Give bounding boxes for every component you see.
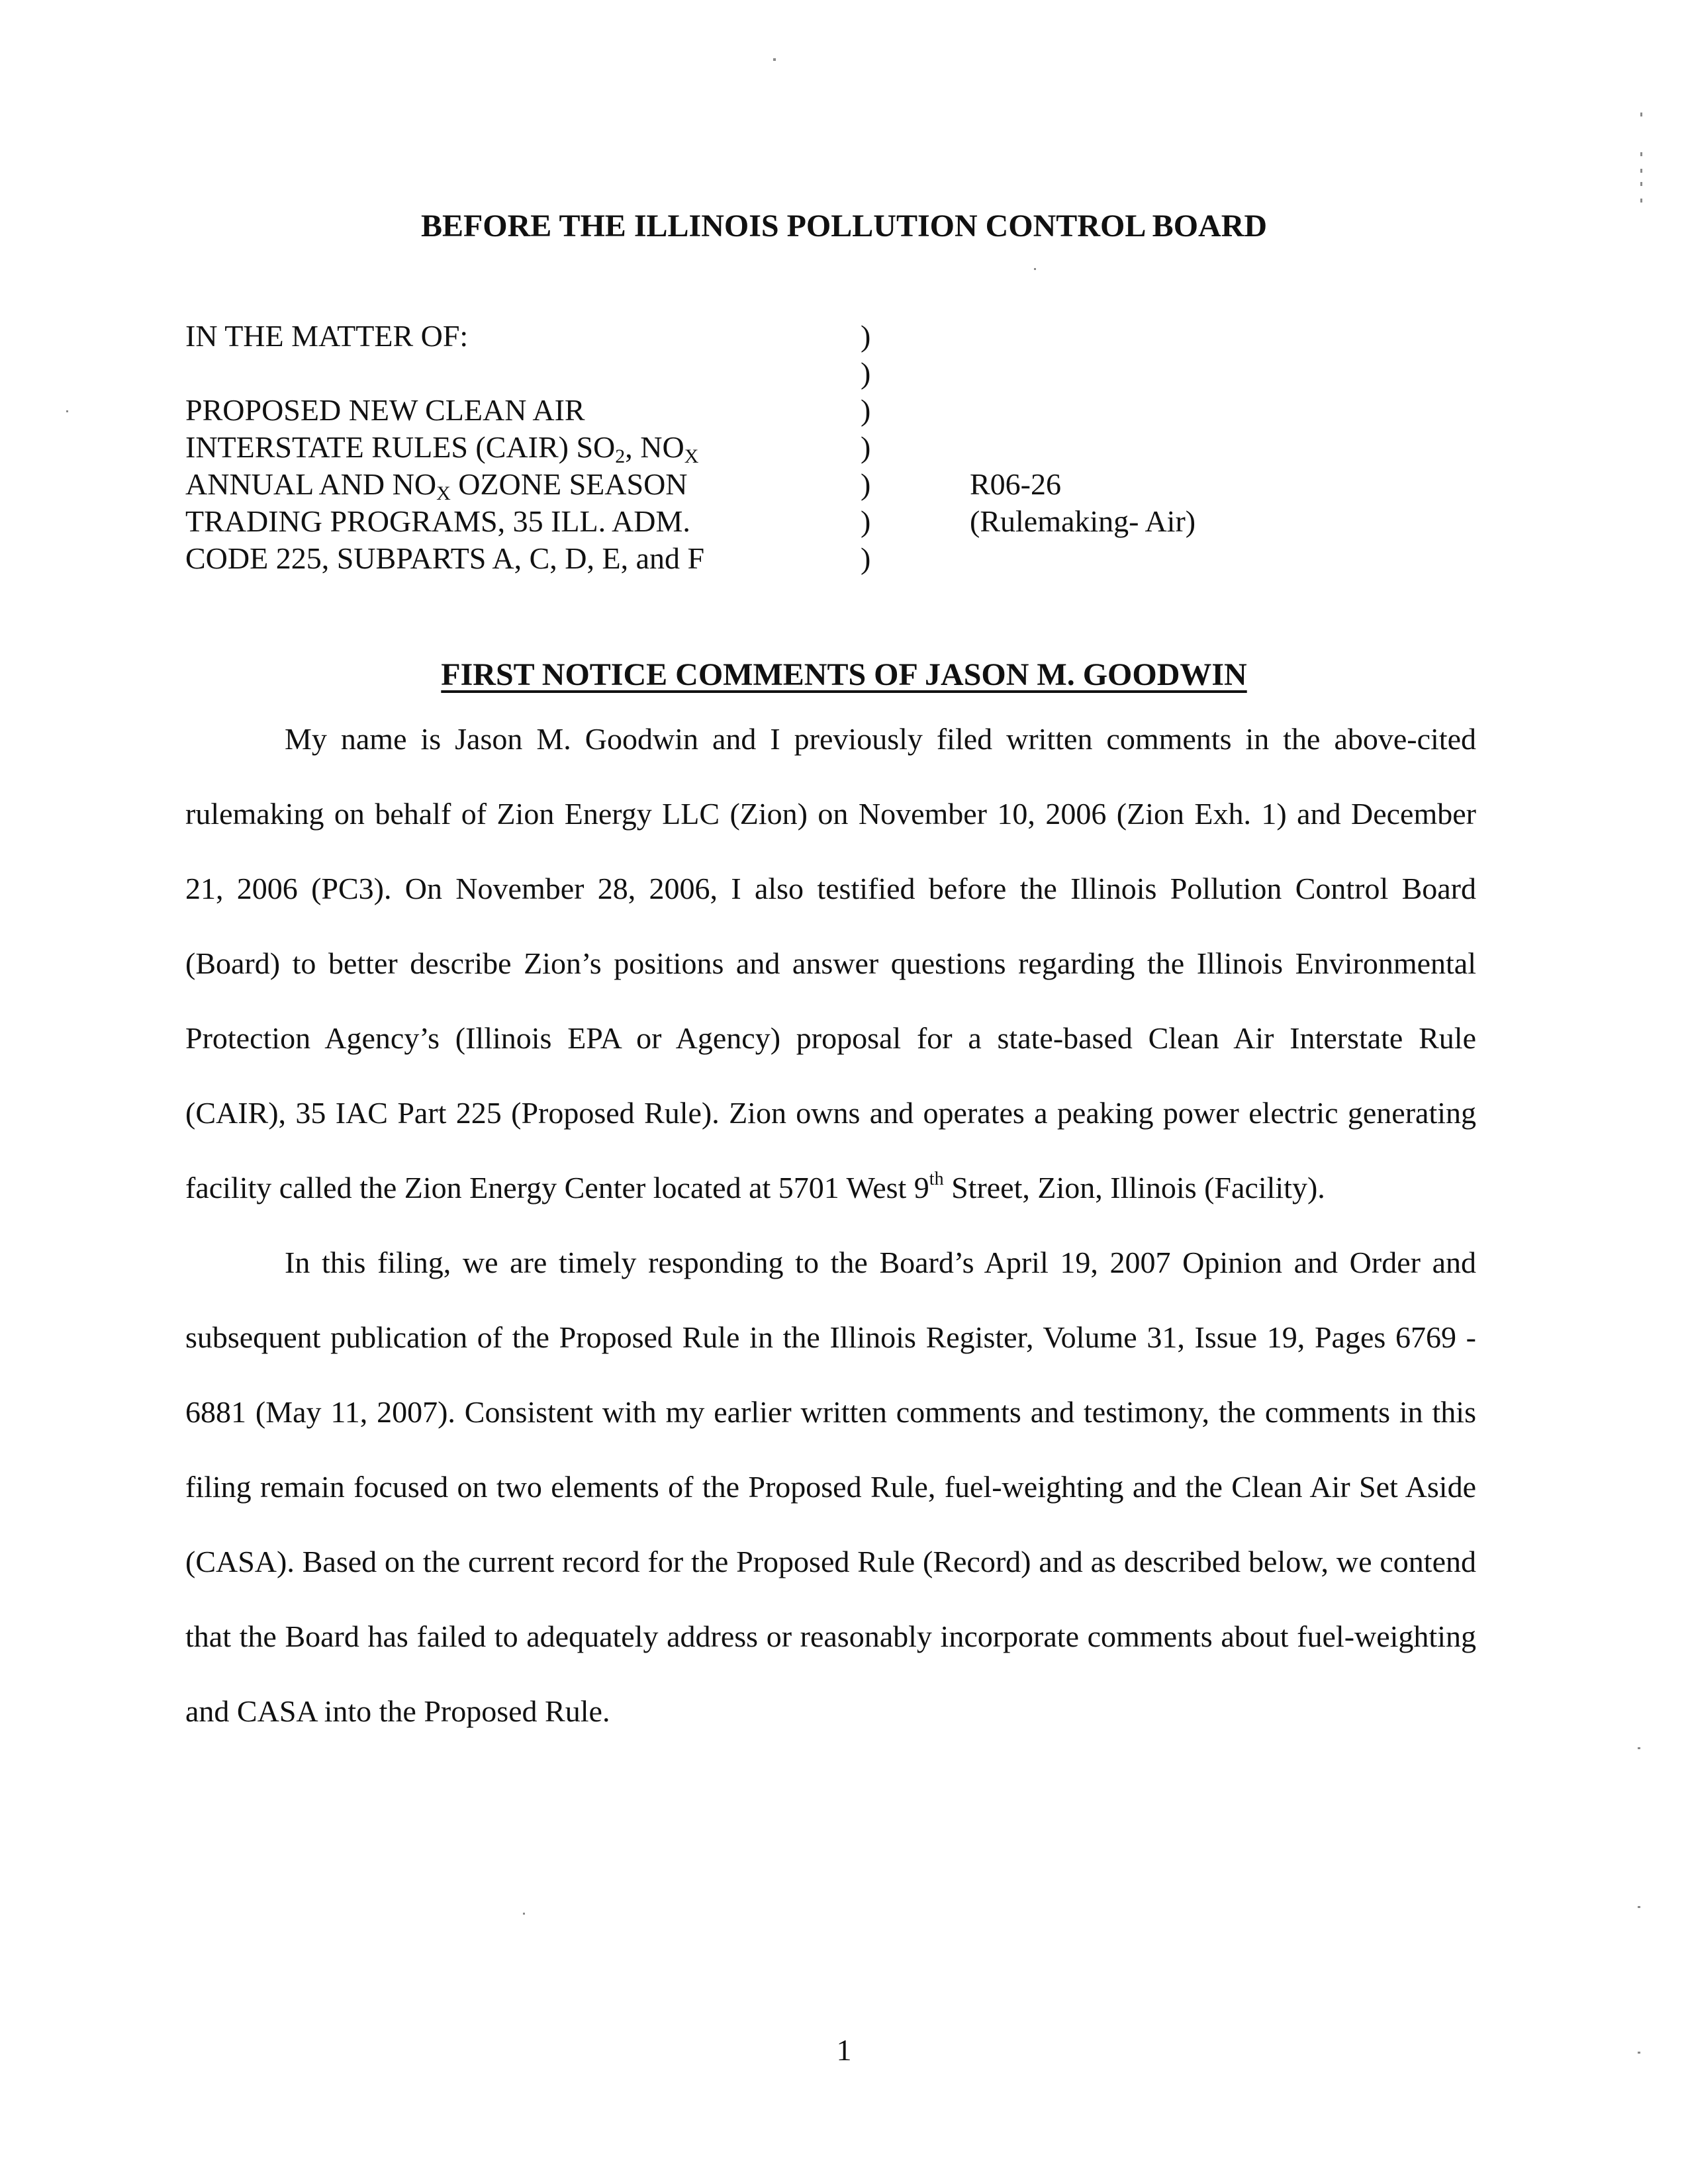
subscript: 2	[615, 445, 626, 467]
paren: )	[861, 541, 871, 575]
scan-speck	[1638, 1906, 1640, 1908]
subscript: X	[436, 482, 451, 504]
paren: )	[861, 393, 871, 427]
proceeding-title	[185, 392, 704, 577]
page-number: 1	[836, 2033, 852, 2067]
scan-speck	[1640, 169, 1642, 173]
scan-speck	[1638, 2052, 1640, 2054]
matter-label: IN THE MATTER OF:	[185, 319, 469, 353]
proceeding-line	[185, 466, 704, 503]
paren: )	[861, 504, 871, 538]
paren: )	[861, 319, 871, 353]
scan-speck	[523, 1913, 525, 1915]
docket-number: R06-26	[970, 467, 1061, 501]
proceeding-line: PROPOSED NEW CLEAN AIR	[185, 393, 585, 427]
board-title: BEFORE THE ILLINOIS POLLUTION CONTROL BOARD	[420, 208, 1268, 244]
scan-speck	[66, 410, 68, 412]
proceeding-line	[185, 429, 704, 466]
subscript: X	[684, 445, 699, 467]
scan-speck	[1640, 199, 1642, 203]
paragraph	[185, 702, 1476, 1225]
docket-type: (Rulemaking- Air)	[970, 504, 1196, 538]
paragraph-text: Street, Zion, Illinois (Facility).	[943, 1171, 1325, 1205]
paren: )	[861, 430, 871, 464]
superscript: th	[929, 1169, 944, 1189]
proceeding-line: CODE 225, SUBPARTS A, C, D, E, and F	[185, 541, 705, 575]
proceeding-text: ANNUAL AND NO	[185, 467, 437, 501]
paragraph: In this filing, we are timely responding to the Board’s April 19, 2007 Opinion and Order and subsequent publication of the Proposed Rule in the Illinois Register, Volume 31, Issue 19, Pages 6769 - 6881 (May 11, 2007). Consistent with my earlier written comments and testimony, the comments in this filing remain focused on two elements of the Proposed Rule, fuel-weighting and the Clean Air Set Aside (CASA). Based on the current record for the Proposed Rule (Record) and as described below, we contend that the Board has failed to adequately address or reasonably incorporate comments about fuel-weighting and CASA into the Proposed Rule.	[185, 1246, 1476, 1728]
proceeding-text: INTERSTATE RULES (CAIR) SO	[185, 430, 616, 464]
scan-speck	[1638, 1747, 1640, 1749]
scan-speck	[1034, 268, 1036, 270]
proceeding-text: OZONE SEASON	[450, 467, 688, 501]
caption-parentheses	[861, 318, 870, 577]
comments-title: FIRST NOTICE COMMENTS OF JASON M. GOODWIN	[441, 657, 1247, 692]
proceeding-line: TRADING PROGRAMS, 35 ILL. ADM.	[185, 504, 690, 538]
scan-speck	[1640, 113, 1642, 116]
case-caption	[185, 318, 1443, 596]
scan-speck	[773, 58, 776, 61]
scan-speck	[1640, 152, 1642, 156]
paren: )	[861, 467, 871, 501]
proceeding-text: , NO	[625, 430, 684, 464]
paren: )	[861, 356, 871, 390]
document-body	[185, 702, 1476, 1749]
docket-info	[970, 466, 1196, 540]
scan-speck	[1640, 182, 1642, 186]
paragraph-text: My name is Jason M. Goodwin and I previously filed written comments in the above-cited rulemaking on behalf of Zion Energy LLC (Zion) on November 10, 2006 (Zion Exh. 1) and December 21, 2006 (PC3). On November 28, 2006, I also testified before the Illinois Pollution Control Board (Board) to better describe Zion’s positions and answer questions regarding the Illinois Environmental Protection Agency’s (Illinois EPA or Agency) proposal for a state-based Clean Air Interstate Rule (CAIR), 35 IAC Part 225 (Proposed Rule). Zion owns and operates a peaking power electric generating facility called the Zion Energy Center located at 5701 West 9	[185, 722, 1476, 1205]
